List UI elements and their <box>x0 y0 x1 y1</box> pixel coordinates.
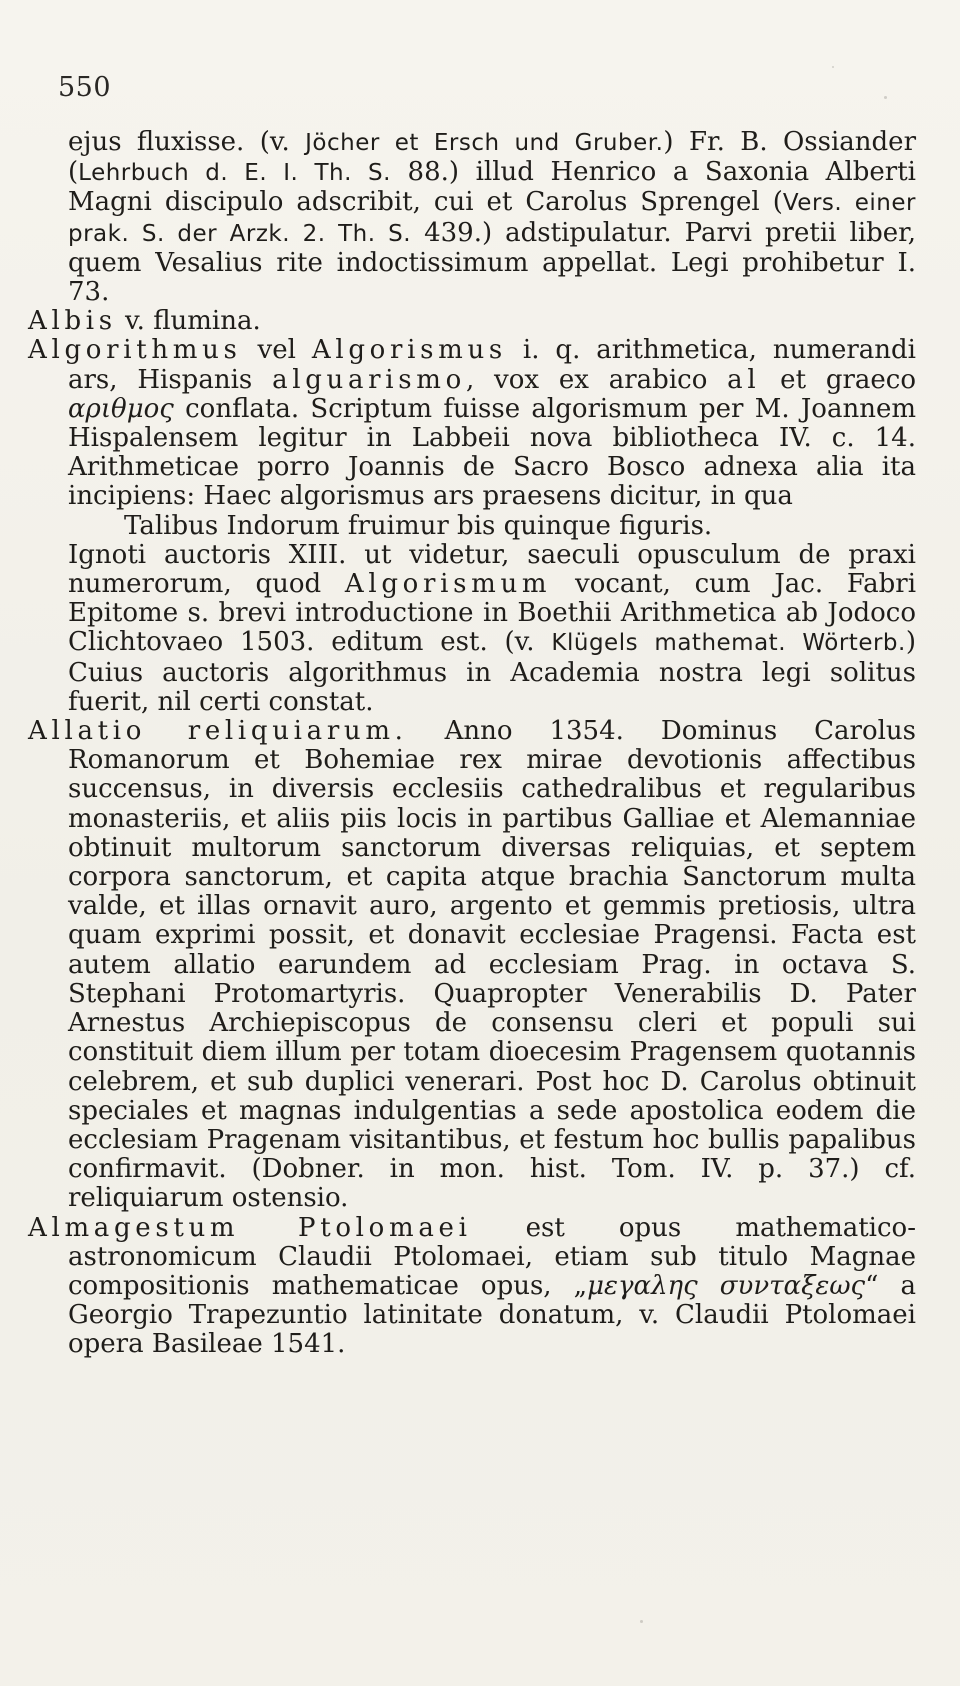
page-number: 550 <box>58 72 112 103</box>
headword: Allatio reliquiarum. <box>28 716 408 747</box>
text-run: ejus fluxisse. (v. <box>68 127 306 157</box>
text-run: 439.) adstipulatur. Parvi pretii liber, quem Vesalius rite indoctissimum appellat. Legi prohibetur I. 73. <box>68 217 917 308</box>
fraktur-citation: Jöcher et Ersch und Gruber. <box>305 130 664 156</box>
verse-line: Talibus Indorum fruimur bis quinque figuris. <box>124 510 713 541</box>
headword: Almagestum Ptolomaei <box>28 1212 472 1243</box>
continued-paragraph <box>28 128 916 307</box>
text-run: “ a Georgio Trapezuntio latinitate donatum, v. Claudii Ptolomaei opera Basileae 1541. <box>68 1270 916 1360</box>
fraktur-citation: Klügels mathemat. Wörterb. <box>551 630 906 657</box>
text-run: est opus mathematico-astronomicum Claudii Ptolomaei, etiam sub titulo Magnae compositionis mathematicae opus, „ <box>68 1212 916 1301</box>
entry-allatio <box>28 717 916 1213</box>
text-run: Ignoti auctoris XIII. ut videtur, saeculi opusculum de praxi numerorum, quod <box>68 539 916 600</box>
fraktur-citation: Vers. einer prak. S. der Arzk. 2. Th. S. <box>68 190 916 247</box>
text-run: et graeco <box>760 364 917 395</box>
ink-speck <box>884 96 887 99</box>
text-run: vel <box>241 335 312 366</box>
greek-term: μεγαλης συνταξεως <box>587 1270 866 1301</box>
text-run: conflata. Scriptum fuisse algorismum per M. Joannem Hispalensem legitur in Labbeii nova bibliotheca IV. c. 14. Arithmeticae porro Joannis de Sacro Bosco adnexa alia ita incipiens: Haec algorismus ars praesens dicitur, in qua <box>68 393 916 512</box>
ink-speck <box>640 1620 643 1623</box>
fraktur-citation: Lehrbuch d. E. I. Th. S. <box>78 160 391 187</box>
spaced-term: Algorismum <box>344 569 552 600</box>
page-body <box>28 128 916 1360</box>
entry-albis <box>28 307 916 336</box>
text-run: ) Fr. B. Ossiander ( <box>68 127 916 188</box>
entry-text: Anno 1354. Dominus Carolus Romanorum et Bohemiae rex mirae devotionis affectibus succensus, in diversis ecclesiis cathedralibus et regularibus monasteriis, et aliis piis locis in partibus Galliae et Alemanniae obtinuit multorum sanctorum diversas reliquias, et septem corpora sanctorum, et capita atque brachia Sanctorum multa valde, et illas ornavit auro, argento et gemmis pretiosis, ultra quam exprimi possit, et donavit ecclesiae Pragensi. Facta est autem allatio earundem ad ecclesiam Prag. in octava S. Stephani Protomartyris. Quapropter Venerabilis D. Pater Arnestus Archiepiscopus de consensu cleri et populi sui constituit diem illum per totam dioecesim Pragensem quotannis celebrem, et sub duplici venerari. Post hoc D. Carolus obtinuit speciales et magnas indulgentias a sede apostolica eodem die ecclesiam Pragenam visitantibus, et festum hoc bullis papalibus confirmavit. (Dobner. in mon. hist. Tom. IV. p. 37.) cf. reliquiarum ostensio. <box>68 716 917 1214</box>
entry-text: v. flumina. <box>116 306 261 337</box>
ink-speck <box>832 66 834 68</box>
headword: Algorismus <box>311 335 507 366</box>
text-run: 88.) illud Henrico a Saxonia Alberti Magni discipulo adscribit, cui et Carolus Sprengel ( <box>68 157 916 218</box>
headword: Albis <box>28 306 117 337</box>
spaced-term: al <box>727 364 761 395</box>
headword: Algorithmus <box>28 335 242 366</box>
text-run: vocant, cum Jac. Fabri Epitome s. brevi introductione in Boethii Arithmetica ab Jodoco Clichtovaeo 1503. editum est. (v. <box>68 569 917 658</box>
spaced-term: alguarismo <box>272 364 466 395</box>
text-run: ) Cuius auctoris algorithmus in Academia nostra legi solitus fuerit, nil certi constat. <box>68 627 916 717</box>
entry-almagestum <box>28 1214 916 1360</box>
text-run: , vox ex arabico <box>465 364 728 395</box>
entry-algorithmus-continued <box>28 541 916 717</box>
text-run: i. q. arithmetica, numerandi ars, Hispanis <box>68 335 916 395</box>
entry-algorithmus <box>28 336 916 511</box>
greek-term: αριθμος <box>68 393 174 424</box>
